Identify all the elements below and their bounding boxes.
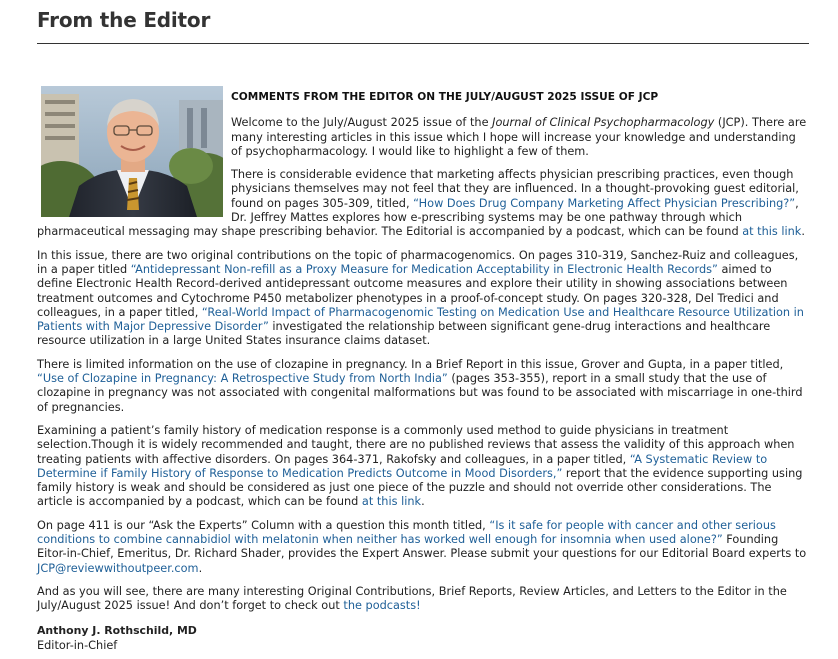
- paragraph-marketing: There is considerable evidence that marketing affects physician prescribing practices, even though physicians themselves may not feel that they are influenced. In a thought-provoking guest editorial, found on pages 305-309, titled, “How Does Drug Company Marketing Affect Physician Prescribing?”, Dr. Jeffrey Mattes explores how e-prescribing systems may be one pathway through which pharmaceutical messaging may shape prescribing behavior. The Editorial is accompanied by a podcast, which can be found at this link.: [37, 168, 805, 239]
- page-title: From the Editor: [37, 8, 211, 32]
- signature-name: Anthony J. Rothschild, MD: [37, 623, 197, 637]
- title-divider: [37, 43, 809, 44]
- signature-title: Editor-in-Chief: [37, 638, 118, 652]
- link-podcast-editorial[interactable]: at this link: [742, 225, 802, 239]
- link-clozapine-pregnancy[interactable]: “Use of Clozapine in Pregnancy: A Retrospective Study from North India”: [37, 372, 448, 386]
- link-antidepressant-nonrefill[interactable]: “Antidepressant Non-refill as a Proxy Measure for Medication Acceptability in Electronic Health Records”: [130, 262, 718, 276]
- link-ask-experts-question[interactable]: “Is it safe for people with cancer and other serious conditions to combine cannabidiol with melatonin when neither has worked well enough for insomnia when used alone?”: [37, 518, 776, 547]
- link-podcasts[interactable]: the podcasts!: [343, 599, 421, 613]
- paragraph-closing: And as you will see, there are many interesting Original Contributions, Brief Reports, Review Articles, and Letters to the Editor in the July/August 2025 issue! And don’t forget to check out the podcasts!: [37, 584, 787, 613]
- journal-name: Journal of Clinical Psychopharmacology: [492, 116, 715, 130]
- paragraph-welcome: Welcome to the July/August 2025 issue of the Journal of Clinical Psychopharmacology (JCP). There are many interesting articles in this issue which I hope will increase your knowledge and understanding of psychopharmacology. I would like to highlight a few of them.: [231, 116, 807, 158]
- editor-article: [37, 86, 809, 653]
- link-podcast-family-history[interactable]: at this link: [361, 495, 422, 509]
- link-pharmacogenomic-testing[interactable]: “Real-World Impact of Pharmacogenomic Testing on Medication Use and Healthcare Resource Utilization in Patients with Major Depressive Disorder”: [37, 305, 804, 334]
- paragraph-ask-experts: On page 411 is our “Ask the Experts” Column with a question this month titled, “Is it safe for people with cancer and other serious conditions to combine cannabidiol with melatonin when neither has worked well enough for insomnia when used alone?” Founding Eitor-in-Chief, Emeritus, Dr. Richard Shader, provides the Expert Answer. Please submit your questions for our Editorial Board experts to JCP@reviewwithoutpeer.com.: [37, 518, 807, 575]
- editor-photo: [41, 86, 223, 217]
- paragraph-pharmacogenomics: In this issue, there are two original contributions on the topic of pharmacogenomics. On pages 310-319, Sanchez-Ruiz and colleagues, in a paper titled “Antidepressant Non-refill as a Proxy Measure for Medication Acceptability in Electronic Health Records” aimed to define Electronic Health Record-derived antidepressant outcome measures and explore their utility in showing associations between treatment outcomes and Cytochrome P450 metabolizer phenotypes in a proof-of-concept study. On pages 320-328, Del Tredici and colleagues, in a paper titled, “Real-World Impact of Pharmacogenomic Testing on Medication Use and Healthcare Resource Utilization in Patients with Major Depressive Disorder” investigated the relationship between significant gene-drug interactions and healthcare resource utilization in a large United States insurance claims dataset.: [37, 248, 804, 348]
- article-headline: COMMENTS FROM THE EDITOR ON THE JULY/AUGUST 2025 ISSUE OF JCP: [231, 91, 659, 103]
- link-family-history-review[interactable]: “A Systematic Review to Determine if Family History of Response to Medication Predicts Outcome in Mood Disorders,”: [37, 452, 768, 480]
- paragraph-family-history: Examining a patient’s family history of medication response is a commonly used method to guide physicians in treatment selection.Though it is widely recommended and taught, there are no published reviews that assess the validity of this approach when treating patients with affective disorders. On pages 364-371, Rakofsky and colleagues, in a paper titled, “A Systematic Review to Determine if Family History of Response to Medication Predicts Outcome in Mood Disorders,” report that the evidence supporting using family history is weak and should be considered as just one piece of the puzzle and should not override other considerations. The article is accompanied by a podcast, which can be found at this link.: [37, 423, 803, 509]
- link-marketing-editorial[interactable]: “How Does Drug Company Marketing Affect Physician Prescribing?”: [413, 196, 796, 210]
- email-link[interactable]: JCP@reviewwithoutpeer.com: [37, 561, 199, 575]
- paragraph-clozapine: There is limited information on the use of clozapine in pregnancy. In a Brief Report in this issue, Grover and Gupta, in a paper titled, “Use of Clozapine in Pregnancy: A Retrospective Study from North India” (pages 353-355), report in a small study that the use of clozapine in pregnancy was not associated with congenital malformations but was found to be associated with miscarriage in one-third of pregnancies.: [37, 357, 803, 414]
